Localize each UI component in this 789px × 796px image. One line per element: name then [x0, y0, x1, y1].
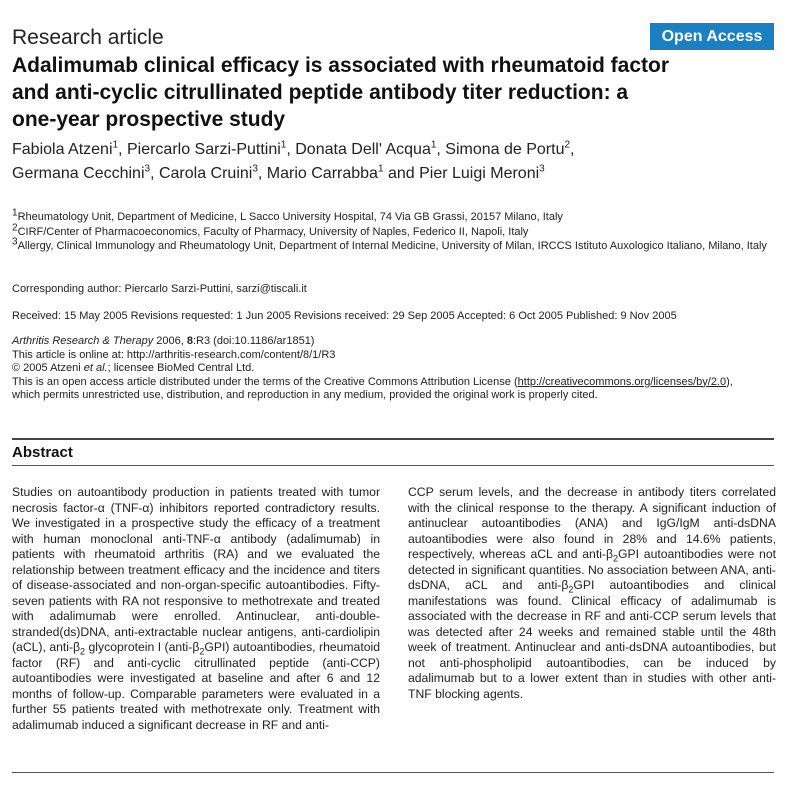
author-name: Donata Dell' Acqua [295, 141, 431, 158]
author-name: Carola Cruini [158, 165, 253, 182]
author-affiliation-mark: 1 [112, 139, 119, 151]
abstract-text: glycoprotein I (anti-β [85, 640, 200, 654]
subscript: 2 [613, 553, 619, 564]
section-rule [12, 772, 774, 773]
section-rule [12, 438, 774, 440]
license-text: This is an open access article distributed under the terms of the Creative Commons Attribution License ( [12, 375, 518, 388]
separator: , [150, 165, 159, 182]
subscript: 2 [80, 646, 86, 657]
separator: , [436, 141, 446, 158]
abstract-text: GPI) autoantibodies, rheumatoid factor (RF) and anti-cyclic citrullinated peptide (anti-CCP) autoantibodies were investigated at baseline and after 6 and 12 months of follow-up. Comparable parameters were evaluated in a further 55 patients treated with methotrexate only. Treatment with adalimumab induced a significant decrease in RF and anti- [12, 640, 380, 732]
license-line [12, 376, 782, 390]
affiliation [12, 236, 777, 254]
author-name: Germana Cecchini [12, 165, 145, 182]
subscript: 2 [568, 584, 574, 595]
title-line: one-year prospective study [12, 108, 286, 131]
license-text: ), [726, 375, 733, 388]
affiliations [12, 207, 777, 254]
author-affiliation-mark: 3 [252, 163, 258, 175]
corresponding-author: Corresponding author: Piercarlo Sarzi-Puttini, sarzi@tiscali.it [12, 283, 307, 295]
publication-dates: Received: 15 May 2005 Revisions requested: 1 Jun 2005 Revisions received: 29 Sep 2005 Accepted: 6 Oct 2005 Published: 9 Nov 2005 [12, 310, 677, 322]
author-name: Simona de Portu [445, 141, 565, 158]
author-affiliation-mark: 3 [539, 163, 545, 175]
license-line-2: which permits unrestricted use, distribution, and reproduction in any medium, provided the original work is properly cited. [12, 389, 598, 401]
abstract-column-right [408, 485, 776, 702]
publication-info [12, 335, 782, 403]
affiliation-text: Rheumatology Unit, Department of Medicine, L Sacco University Hospital, 74 Via GB Grassi, 20157 Milano, Italy [17, 211, 563, 223]
open-access-badge: Open Access [650, 23, 774, 50]
abstract-text: Studies on autoantibody production in patients treated with tumor necrosis factor-α (TNF-α) inhibitors reported contradictory results. We investigated in a prospective study the efficacy of a treatment with human monoclonal anti-TNF-α antibody (adalimumab) in patients with rheumatoid arthritis (RA) and we evaluated the relationship between treatment efficacy and the incidence and titers of disease-associated and non-organ-specific autoantibodies. Fifty-seven patients with RA not responsive to methotrexate and treated with adalimumab were enrolled. Antinuclear, anti-double-stranded(ds)DNA, anti-extractable nuclear antigens, anti-cardiolipin (aCL), anti-β [12, 485, 380, 654]
author-name: Mario Carrabba [266, 165, 378, 182]
author-affiliation-mark: 1 [280, 139, 287, 151]
author-name: Pier Luigi Meroni [419, 165, 540, 182]
article-type: Research article [12, 26, 164, 49]
author-name: Fabiola Atzeni [12, 141, 113, 158]
copyright-text: © 2005 Atzeni [12, 362, 84, 374]
affiliation-number: 1 [12, 207, 18, 219]
section-rule [12, 465, 774, 466]
abstract-heading: Abstract [12, 444, 73, 461]
title-line: Adalimumab clinical efficacy is associated with rheumatoid factor [12, 54, 670, 77]
title-line: and anti-cyclic citrullinated peptide antibody titer reduction: a [12, 81, 629, 104]
copyright-etal: et al. [83, 362, 108, 374]
separator: and [383, 165, 420, 182]
affiliation [12, 207, 777, 225]
abstract-text: CCP serum levels, and the decrease in antibody titers correlated with the clinical response to the therapy. A significant induction of antinuclear autoantibodies (ANA) and IgG/IgM anti-dsDNA autoantibodies were also found in 28% and 14.6% patients, respectively, whereas aCL and anti-β [408, 485, 776, 561]
citation-year: 2006, [153, 335, 187, 347]
abstract-text: GPI autoantibodies and clinical manifestations was found. Clinical efficacy of adalimumab is associated with the decrease in RF and anti-CCP serum levels that was detected after 24 weeks and remained stable until the 48th week of treatment. Antinuclear and anti-dsDNA autoantibodies, but not anti-phospholipid autoantibodies, can be induced by adalimumab but to a lower extent than in studies with other anti-TNF blocking agents. [408, 578, 776, 701]
affiliation-number: 3 [12, 236, 18, 248]
author-affiliation-mark: 1 [377, 163, 384, 175]
citation-volume: 8 [186, 335, 193, 347]
affiliation-number: 2 [12, 221, 18, 233]
copyright-line [12, 362, 782, 376]
citation-line [12, 335, 782, 349]
article-title [12, 52, 782, 133]
abstract-text: GPI autoantibodies were not detected in significant quantities. No association between ANA, anti-dsDNA, aCL and anti-β [408, 547, 777, 592]
separator: , [570, 141, 575, 158]
journal-name: Arthritis Research & Therapy [12, 335, 154, 347]
subscript: 2 [199, 646, 205, 657]
author-affiliation-mark: 3 [144, 163, 151, 175]
abstract-column-left [12, 485, 380, 733]
copyright-text: ; licensee BioMed Central Ltd. [107, 362, 255, 374]
affiliation-text: Allergy, Clinical Immunology and Rheumatology Unit, Department of Internal Medicine, University of Milan, IRCCS Istituto Auxologico Italiano, Milano, Italy [17, 240, 767, 252]
separator: , [286, 141, 296, 158]
online-url: This article is online at: http://arthritis-research.com/content/8/1/R3 [12, 348, 336, 361]
author-list [12, 138, 782, 186]
separator: , [257, 165, 267, 182]
affiliation [12, 221, 777, 240]
citation-doi: :R3 (doi:10.1186/ar1851) [192, 335, 315, 347]
license-link[interactable]: http://creativecommons.org/licenses/by/2.0 [517, 375, 727, 388]
affiliation-text: CIRF/Center of Pharmacoeconomics, Faculty of Pharmacy, University of Naples, Federico II, Napoli, Italy [17, 225, 529, 238]
author-name: Piercarlo Sarzi-Puttini [126, 141, 281, 158]
separator: , [118, 141, 127, 158]
author-affiliation-mark: 1 [430, 139, 437, 151]
author-affiliation-mark: 2 [564, 139, 571, 151]
